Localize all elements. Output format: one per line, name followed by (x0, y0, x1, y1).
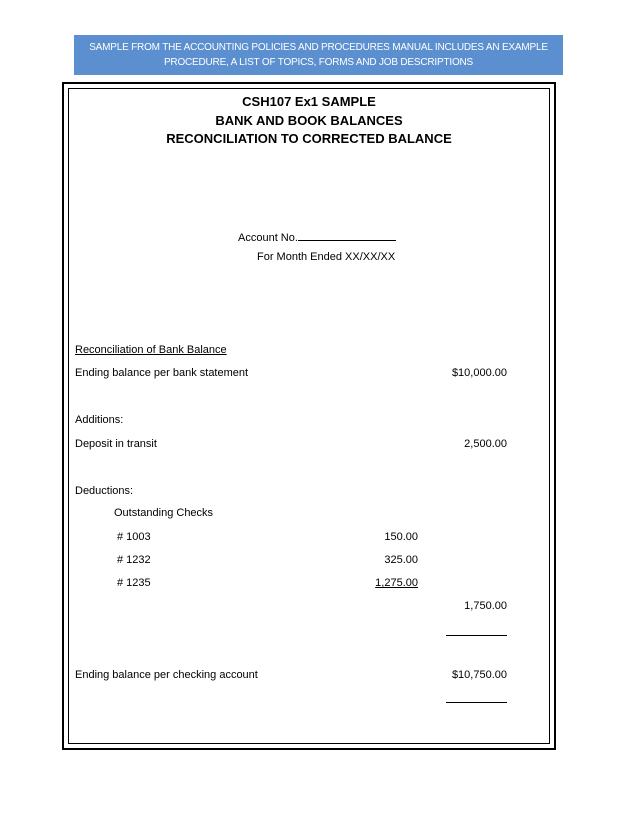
check-number: # 1235 (117, 577, 151, 589)
document-subtitle-1: BANK AND BOOK BALANCES (215, 113, 403, 128)
document-subtitle-2: RECONCILIATION TO CORRECTED BALANCE (166, 131, 452, 146)
month-ended-line: For Month Ended XX/XX/XX (257, 251, 396, 263)
deductions-heading: Deductions: (75, 485, 134, 497)
banner-line-1: SAMPLE FROM THE ACCOUNTING POLICIES AND PROCEDURES MANUAL INCLUDES AN EXAMPLE (89, 42, 548, 53)
ending-checking-label: Ending balance per checking account (75, 669, 258, 681)
section-title: Reconciliation of Bank Balance (75, 344, 227, 356)
check-amount: 150.00 (384, 531, 418, 543)
ending-bank-amount: $10,000.00 (451, 367, 507, 379)
account-number-label: Account No. (238, 232, 298, 244)
deductions-total: 1,750.00 (464, 600, 507, 612)
final-rule (446, 702, 507, 703)
additions-heading: Additions: (75, 414, 124, 426)
check-number: # 1003 (117, 531, 151, 543)
account-number-blank (298, 229, 396, 241)
check-amount: 1,275.00 (375, 577, 418, 589)
check-amount: 325.00 (384, 554, 418, 566)
header-banner (74, 35, 563, 75)
ending-checking-amount: $10,750.00 (451, 669, 507, 681)
deposit-in-transit-label: Deposit in transit (75, 438, 157, 450)
total-rule (446, 635, 507, 636)
document-frame-inner (68, 88, 550, 744)
banner-line-2: PROCEDURE, A LIST OF TOPICS, FORMS AND JOB DESCRIPTIONS (163, 57, 474, 68)
outstanding-checks-label: Outstanding Checks (114, 507, 214, 519)
check-number: # 1232 (117, 554, 151, 566)
ending-bank-label: Ending balance per bank statement (75, 367, 249, 379)
account-number-line (238, 229, 396, 244)
document-frame (62, 82, 556, 750)
deposit-in-transit-amount: 2,500.00 (464, 438, 507, 450)
document-title: CSH107 Ex1 SAMPLE (242, 94, 376, 109)
